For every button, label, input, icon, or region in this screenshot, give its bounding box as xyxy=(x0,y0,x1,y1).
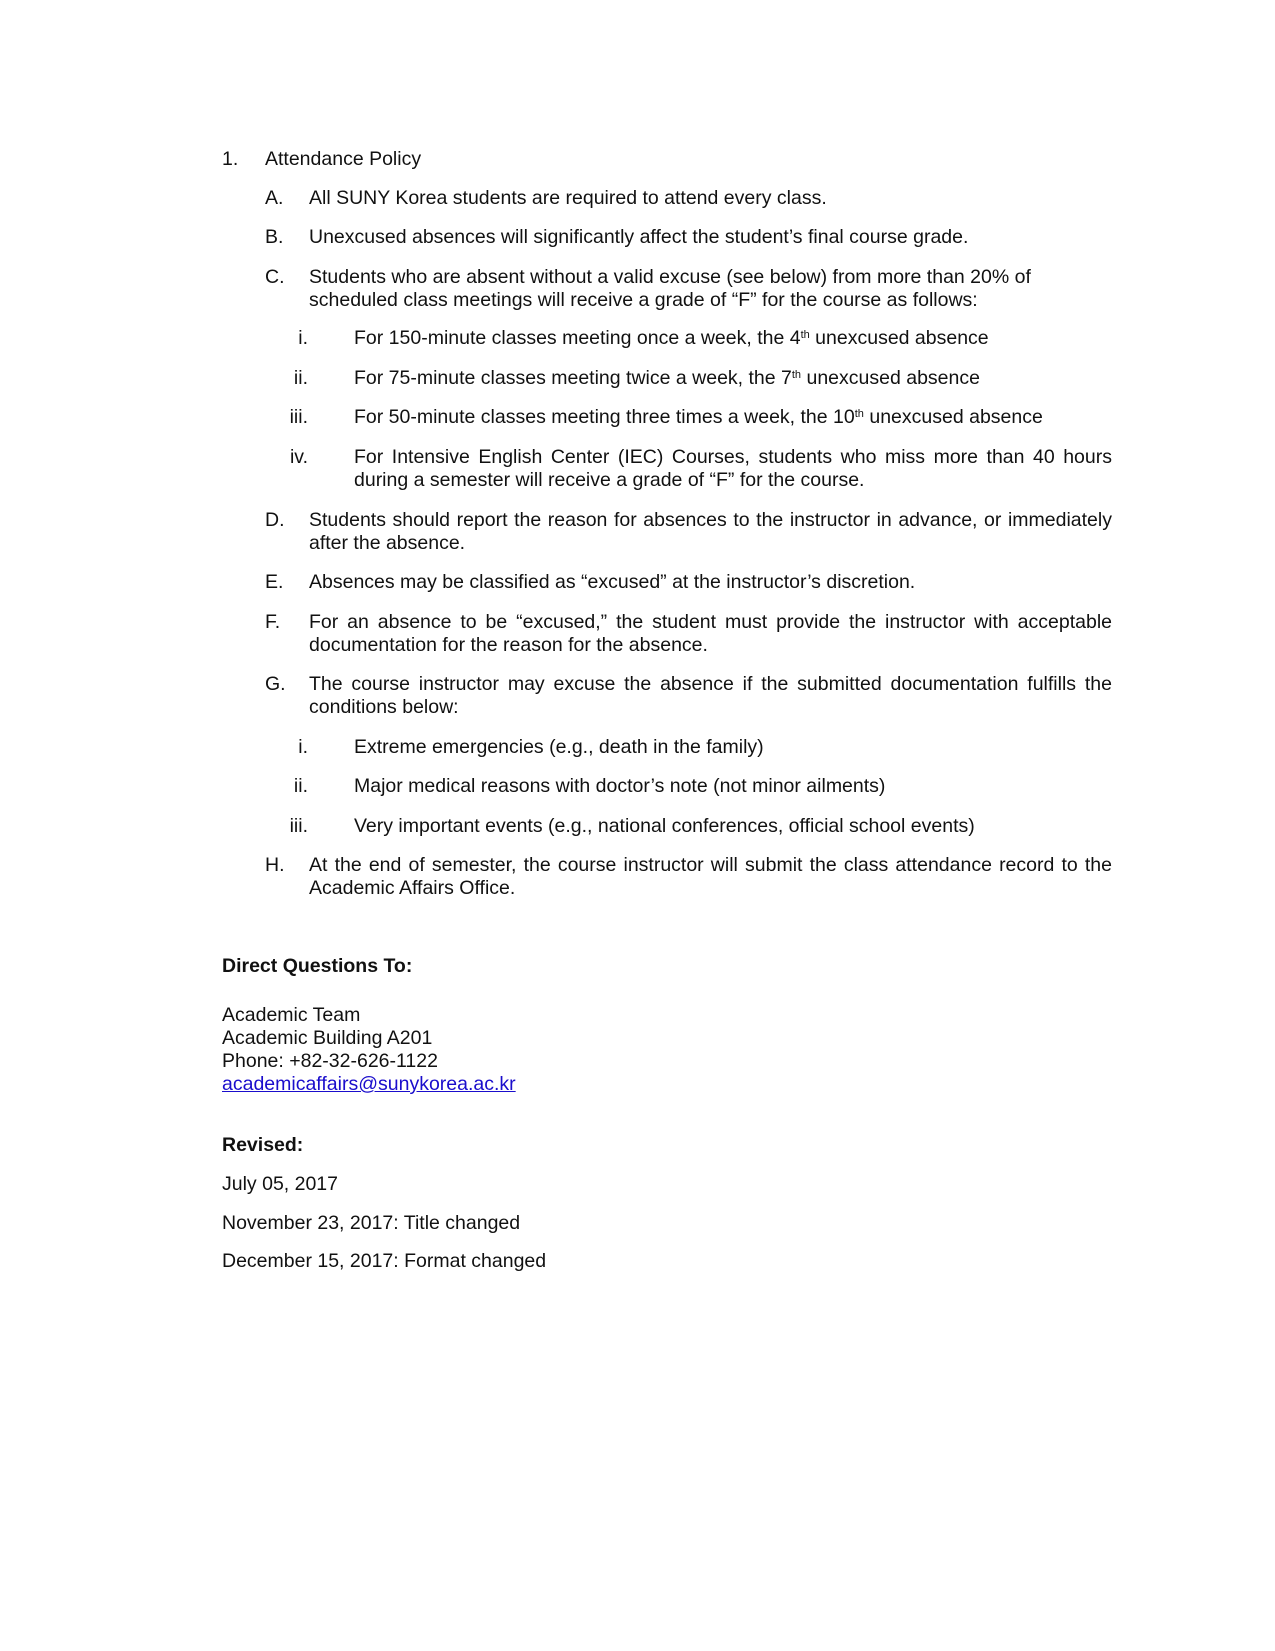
policy-subitem-c-i xyxy=(280,327,1112,350)
subitem-number: ii. xyxy=(293,775,308,797)
item-letter: A. xyxy=(265,187,284,209)
item-letter: C. xyxy=(265,266,285,288)
subitem-number: ii. xyxy=(293,367,308,389)
ordinal-suffix: th xyxy=(854,408,864,420)
item-text: All SUNY Korea students are required to attend every class. xyxy=(309,187,827,209)
policy-item-b xyxy=(265,226,1112,249)
contact-block xyxy=(222,1004,516,1096)
subitem-text: For 75-minute classes meeting twice a week, the 7th unexcused absence xyxy=(354,367,980,389)
policy-item-e xyxy=(265,571,1112,594)
subitem-text: Major medical reasons with doctor’s note (not minor ailments) xyxy=(354,775,886,797)
revised-entry: November 23, 2017: Title changed xyxy=(222,1212,521,1234)
contact-phone: Phone: +82-32-626-1122 xyxy=(222,1050,438,1072)
item-text: Students should report the reason for absences to the instructor in advance, or immediately after the absence. xyxy=(309,509,1112,554)
policy-subitem-c-iii xyxy=(280,406,1112,429)
item-text: For an absence to be “excused,” the student must provide the instructor with acceptable documentation for the reason for the absence. xyxy=(309,611,1112,656)
subitem-text: For 50-minute classes meeting three times a week, the 10th unexcused absence xyxy=(354,406,1043,428)
item-text: The course instructor may excuse the absence if the submitted documentation fulfills the conditions below: xyxy=(309,673,1112,718)
subitem-text: For Intensive English Center (IEC) Courses, students who miss more than 40 hours during a semester will receive a grade of “F” for the course. xyxy=(354,446,1112,491)
policy-item-d xyxy=(265,509,1112,555)
policy-item-g xyxy=(265,673,1112,719)
item-letter: H. xyxy=(265,854,285,876)
subitem-text: Extreme emergencies (e.g., death in the family) xyxy=(354,736,764,758)
item-letter: B. xyxy=(265,226,284,248)
policy-item-f xyxy=(265,611,1112,657)
policy-item-h xyxy=(265,854,1112,900)
contact-team: Academic Team xyxy=(222,1004,361,1026)
subitem-number: i. xyxy=(298,736,308,758)
subitem-number: i. xyxy=(298,327,308,349)
item-letter: E. xyxy=(265,571,284,593)
item-letter: D. xyxy=(265,509,285,531)
revised-heading: Revised: xyxy=(222,1134,304,1156)
subitem-text: For 150-minute classes meeting once a week, the 4th unexcused absence xyxy=(354,327,989,349)
contact-email-link[interactable]: academicaffairs@sunykorea.ac.kr xyxy=(222,1073,516,1095)
subitem-text: Very important events (e.g., national conferences, official school events) xyxy=(354,815,975,837)
item-text: Students who are absent without a valid excuse (see below) from more than 20% of scheduled class meetings will receive a grade of “F” for the course as follows: xyxy=(309,266,1031,311)
item-letter: F. xyxy=(265,611,281,633)
section-heading xyxy=(222,148,1112,171)
policy-subitem-g-ii xyxy=(280,775,1112,798)
policy-subitem-g-i xyxy=(280,736,1112,759)
item-letter: G. xyxy=(265,673,286,695)
item-text: Absences may be classified as “excused” at the instructor’s discretion. xyxy=(309,571,916,593)
policy-item-a xyxy=(265,187,1112,210)
section-number: 1. xyxy=(222,148,239,170)
policy-subitem-c-iv xyxy=(280,446,1112,492)
ordinal-suffix: th xyxy=(800,329,810,341)
item-text: Unexcused absences will significantly affect the student’s final course grade. xyxy=(309,226,969,248)
subitem-number: iii. xyxy=(289,406,308,428)
subitem-number: iii. xyxy=(289,815,308,837)
policy-subitem-c-ii xyxy=(280,367,1112,390)
contact-building: Academic Building A201 xyxy=(222,1027,433,1049)
revised-entry: December 15, 2017: Format changed xyxy=(222,1250,547,1272)
section-title: Attendance Policy xyxy=(265,148,422,170)
contact-heading: Direct Questions To: xyxy=(222,955,413,977)
subitem-number: iv. xyxy=(289,446,308,468)
revised-entry: July 05, 2017 xyxy=(222,1173,339,1195)
ordinal-suffix: th xyxy=(791,369,802,381)
item-text: At the end of semester, the course instructor will submit the class attendance record to the Academic Affairs Office. xyxy=(309,854,1112,899)
policy-item-c xyxy=(265,266,1112,312)
policy-subitem-g-iii xyxy=(280,815,1112,838)
